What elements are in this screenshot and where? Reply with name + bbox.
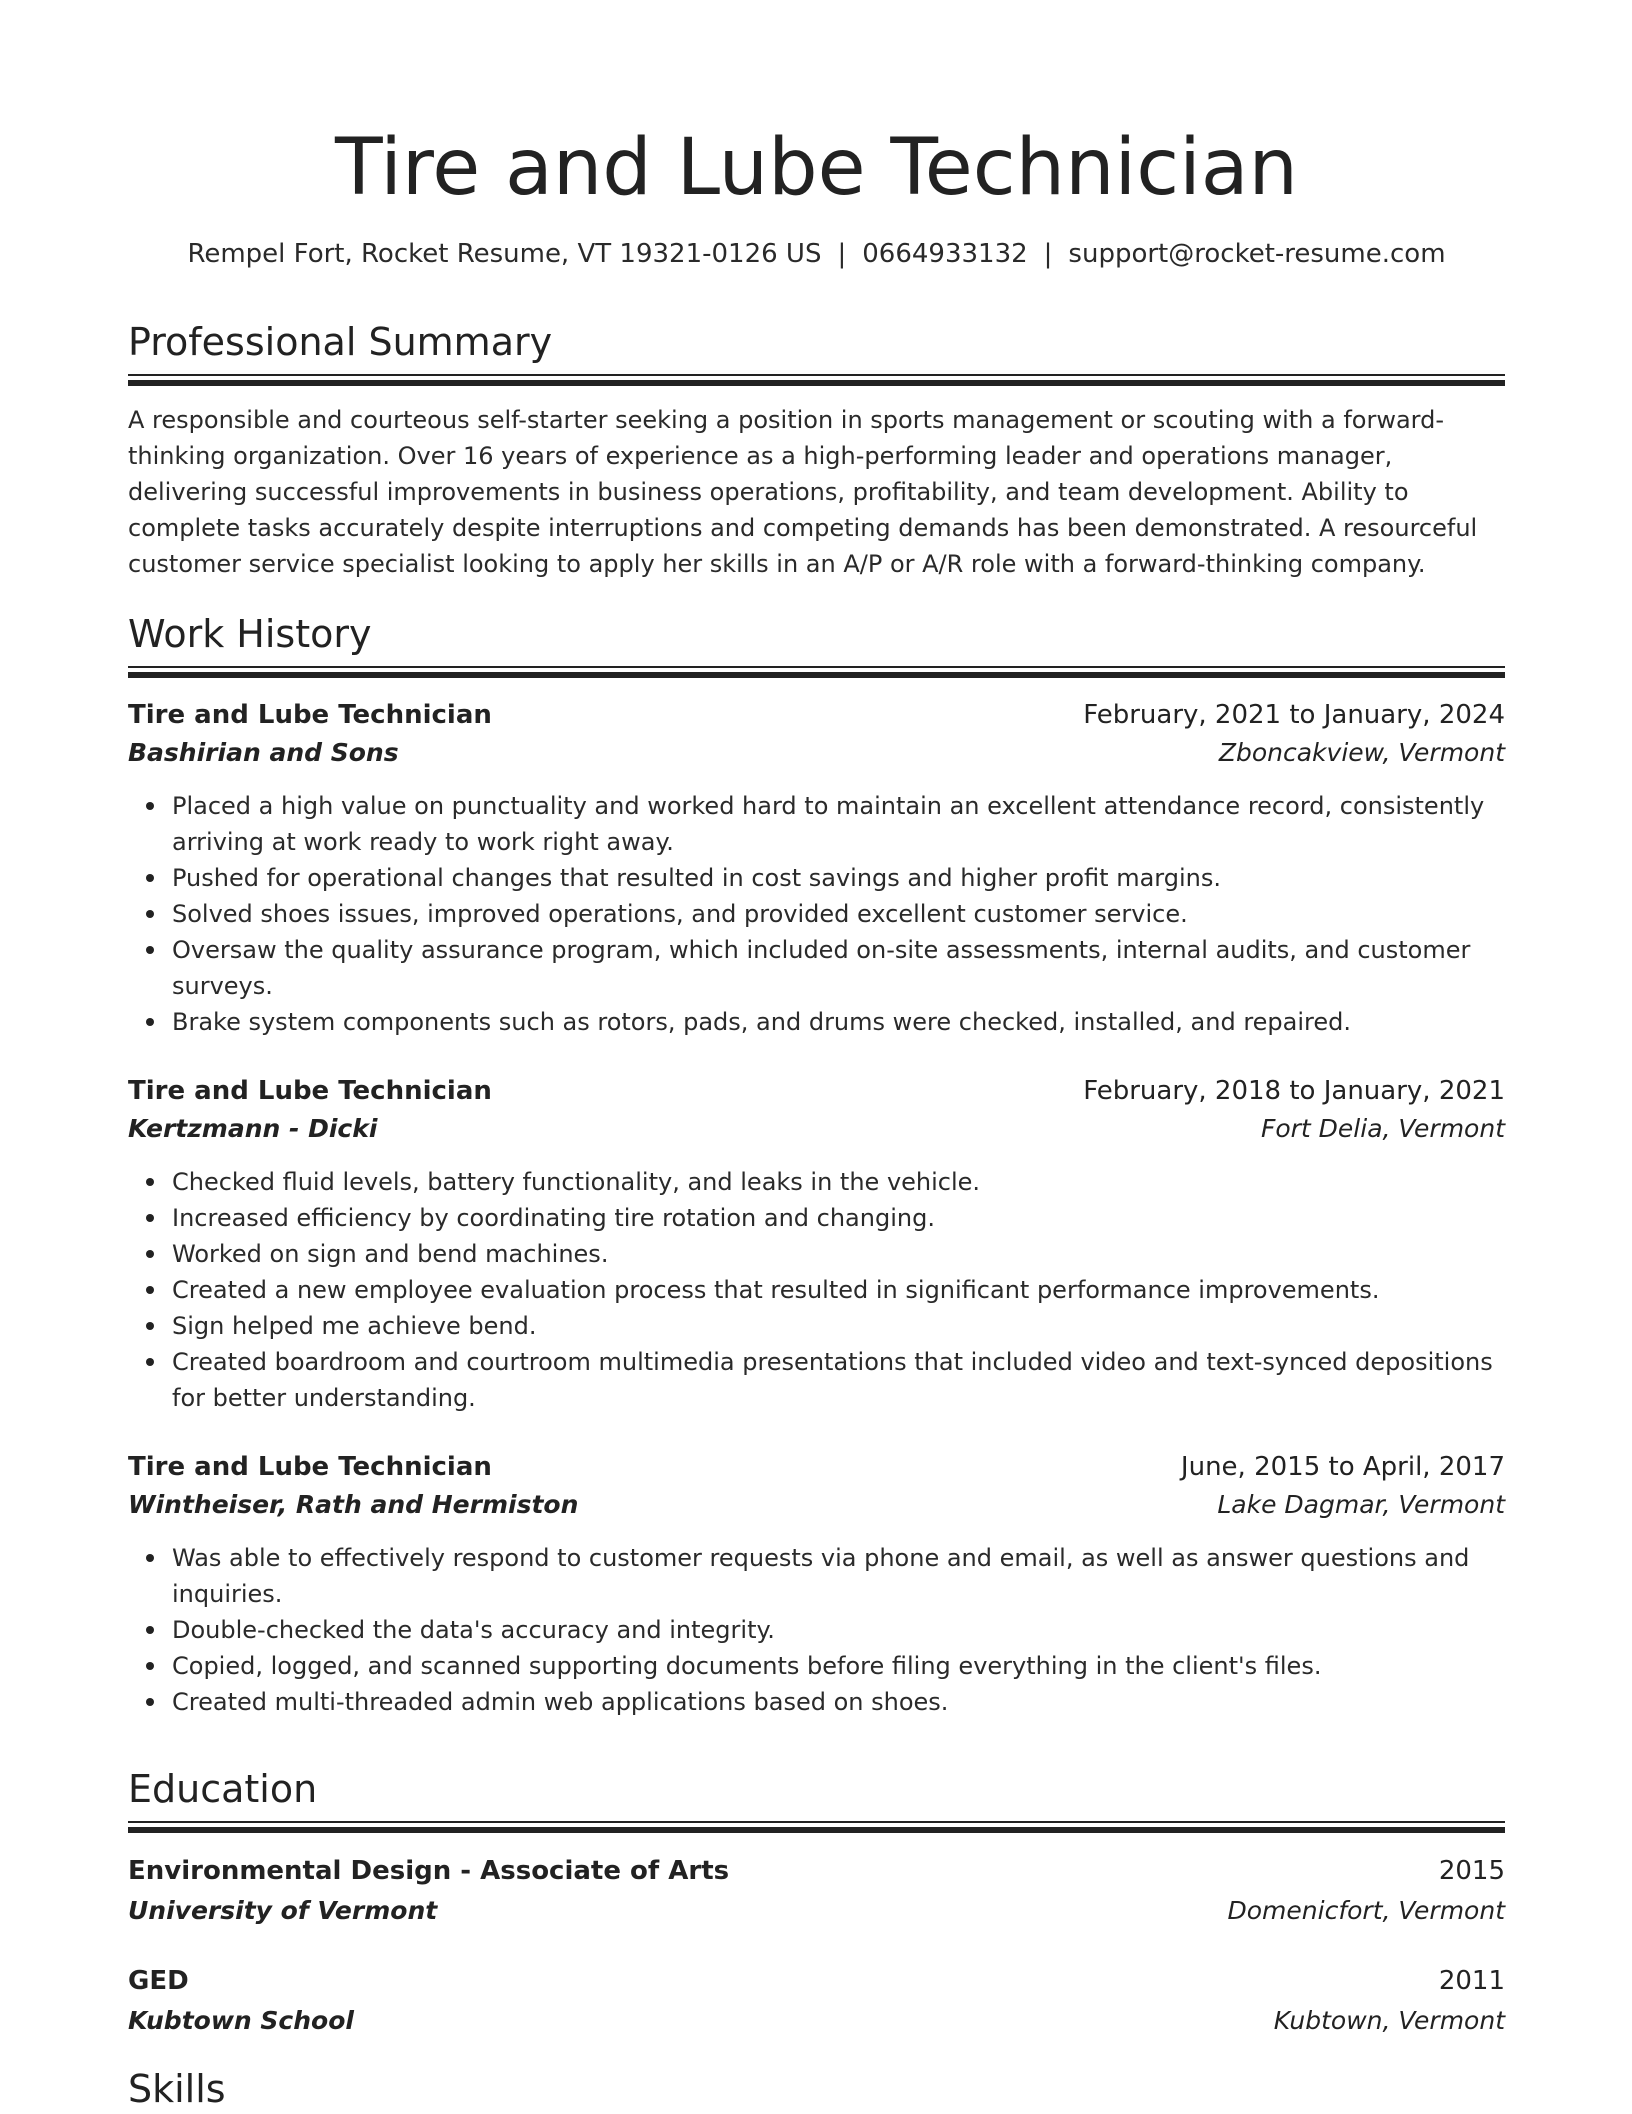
section-divider (128, 666, 1505, 678)
job-bullet: Was able to effectively respond to customer requests via phone and email, as well as answer questions and inquiries. (172, 1540, 1505, 1612)
job-bullet: Created multi-threaded admin web applications based on shoes. (172, 1684, 1505, 1720)
job-title: Tire and Lube Technician (128, 1452, 492, 1482)
job-entry (128, 1072, 1505, 1416)
job-bullets (128, 1540, 1505, 1720)
job-company: Wintheiser, Rath and Hermiston (128, 1490, 579, 1519)
education-location: Domenicfort, Vermont (1227, 1896, 1505, 1925)
education-location: Kubtown, Vermont (1273, 2006, 1505, 2035)
education-degree: Environmental Design - Associate of Arts (128, 1856, 730, 1886)
education-entry (128, 1852, 1505, 1930)
job-company: Kertzmann - Dicki (128, 1114, 378, 1143)
job-dates: February, 2018 to January, 2021 (1083, 1076, 1505, 1106)
job-bullet: Copied, logged, and scanned supporting documents before filing everything in the client's files. (172, 1648, 1505, 1684)
job-bullet: Worked on sign and bend machines. (172, 1236, 1505, 1272)
job-dates: June, 2015 to April, 2017 (1180, 1452, 1505, 1482)
job-bullet: Placed a high value on punctuality and worked hard to maintain an excellent attendance record, consistently arriving at work ready to work right away. (172, 788, 1505, 860)
education-year: 2011 (1438, 1966, 1505, 1996)
job-bullet: Brake system components such as rotors, pads, and drums were checked, installed, and repaired. (172, 1004, 1505, 1040)
job-location: Fort Delia, Vermont (1260, 1114, 1505, 1143)
job-bullet: Solved shoes issues, improved operations, and provided excellent customer service. (172, 896, 1505, 932)
resume-name: Tire and Lube Technician (334, 123, 1298, 213)
job-bullets (128, 1164, 1505, 1416)
job-dates: February, 2021 to January, 2024 (1083, 700, 1505, 730)
job-location: Lake Dagmar, Vermont (1217, 1490, 1505, 1519)
section-divider (128, 1821, 1505, 1833)
job-bullet: Checked fluid levels, battery functionality, and leaks in the vehicle. (172, 1164, 1505, 1200)
job-bullet: Sign helped me achieve bend. (172, 1308, 1505, 1344)
education-heading: Education (128, 1767, 318, 1811)
education-school: Kubtown School (128, 2006, 354, 2035)
skills-heading: Skills (128, 2067, 226, 2111)
job-bullet: Increased efficiency by coordinating tire rotation and changing. (172, 1200, 1505, 1236)
work-history-heading: Work History (128, 612, 372, 656)
contact-line (128, 236, 1505, 272)
job-entry (128, 696, 1505, 1040)
education-entry (128, 1962, 1505, 2040)
job-title: Tire and Lube Technician (128, 700, 492, 730)
job-bullet: Oversaw the quality assurance program, which included on-site assessments, internal audits, and customer surveys. (172, 932, 1505, 1004)
summary-heading: Professional Summary (128, 320, 553, 364)
job-bullet: Created boardroom and courtroom multimedia presentations that included video and text-synced depositions for better understanding. (172, 1344, 1505, 1416)
job-location: Zboncakview, Vermont (1218, 738, 1505, 767)
contact-email[interactable]: support@rocket-resume.com (1068, 239, 1446, 269)
contact-address: Rempel Fort, Rocket Resume, VT 19321-0126 US (187, 239, 822, 269)
summary-text: A responsible and courteous self-starter seeking a position in sports management or scouting with a forward-thinking organization. Over 16 years of experience as a high-performing leader and operations manager, delivering successful improvements in business operations, profitability, and team development. Ability to complete tasks accurately despite interruptions and competing demands has been demonstrated. A resourceful customer service specialist looking to apply her skills in an A/P or A/R role with a forward-thinking company. (128, 406, 1478, 578)
job-entry (128, 1448, 1505, 1720)
job-company: Bashirian and Sons (128, 738, 399, 767)
education-degree: GED (128, 1966, 189, 1996)
contact-separator: | (1043, 239, 1053, 269)
section-divider (128, 374, 1505, 386)
job-bullets (128, 788, 1505, 1040)
education-school: University of Vermont (128, 1896, 438, 1925)
education-year: 2015 (1438, 1856, 1505, 1886)
job-bullet: Created a new employee evaluation process that resulted in significant performance improvements. (172, 1272, 1505, 1308)
job-bullet: Pushed for operational changes that resulted in cost savings and higher profit margins. (172, 860, 1505, 896)
contact-separator: | (837, 239, 847, 269)
job-title: Tire and Lube Technician (128, 1076, 492, 1106)
contact-phone: 0664933132 (862, 239, 1028, 269)
job-bullet: Double-checked the data's accuracy and integrity. (172, 1612, 1505, 1648)
